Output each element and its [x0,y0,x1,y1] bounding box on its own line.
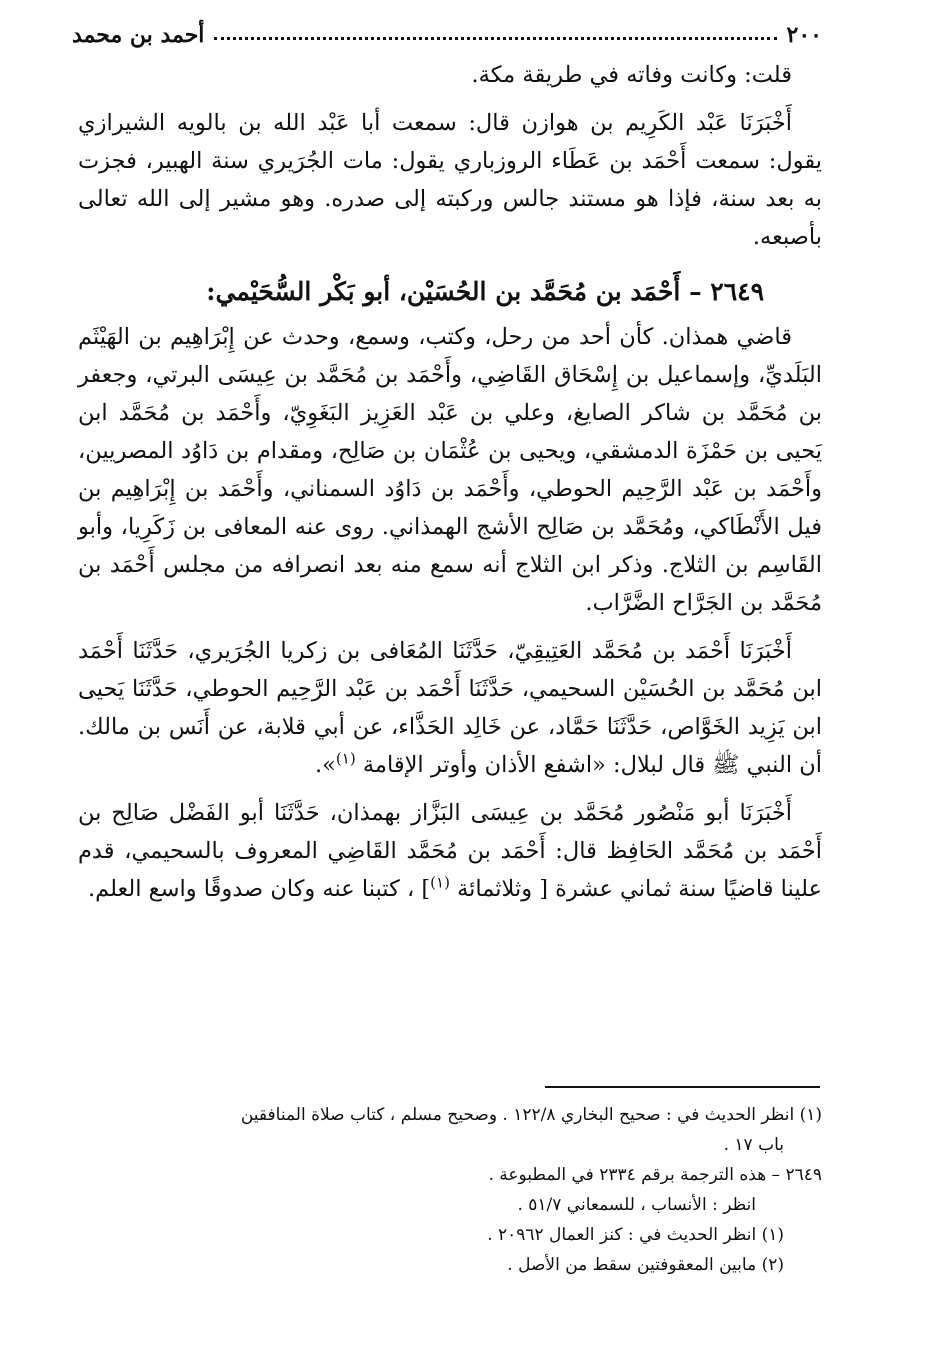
header-dot-leader [214,37,776,40]
footnotes [80,1100,822,1280]
running-title: أحمد بن محمد [72,22,205,48]
footnote-1-continuation: باب ١٧ . [723,1135,784,1155]
page-header [72,14,822,48]
footnote-entry-2649: ٢٦٤٩ – هذه الترجمة برقم ٢٣٣٤ في المطبوعة . [488,1165,822,1185]
paragraph-3: قاضي همذان. كأن أحد من رحل، وكتب، وسمع، وحدث عن إِبْرَاهِيم بن الهَيْثَم البَلَديِّ، وإسماعيل بن إِسْحَاق القَاضِي، وأَحْمَد بن مُحَمَّد بن عِيسَى البرتي، وجعفر بن مُحَمَّد بن شاكر الصايغ، وعلي بن عَبْد العَزِيز البَغَوِيّ، وأَحْمَد بن مُحَمَّد ابن يَحيى بن حَمْزَة الدمشقي، ويحيى بن عُثْمَان بن صَالِح، ومقدام بن دَاوُد المصريين، وأَحْمَد بن عَبْد الرَّحِيم الحوطي، وأَحْمَد بن دَاوُد السمناني، وأَحْمَد بن إِبْرَاهِيم بن فيل الأَنْطَاكي، ومُحَمَّد بن صَالِح الأشج الهمذاني. روى عنه المعافى بن زَكَرِيا، وأبو القَاسِم بن الثلاج. وذكر ابن الثلاج أنه سمع منه بعد انصرافه من مجلس أَحْمَد بن مُحَمَّد بن الجَرَّاح الضَّرَّاب. [78,324,822,616]
footnote-separator [545,1086,820,1088]
paragraph-1: قلت: وكانت وفاته في طريقة مكة. [471,62,792,88]
footnote-ref-1: (١) [335,749,356,768]
footnote-1: (١) انظر الحديث في : صحيح البخاري ١٢٢/٨ . وصحيح مسلم ، كتاب صلاة المنافقين [240,1105,822,1125]
entry-heading: ٢٦٤٩ – أَحْمَد بن مُحَمَّد بن الحُسَيْن، أبو بَكْر السُّحَيْمي: [206,277,764,306]
footnote-hadith-ref: (١) انظر الحديث في : كنز العمال ٢٠٩٦٢ . [487,1225,784,1245]
page-number: ٢٠٠ [786,22,822,48]
paragraph-5-text-b: ] ، كتبنا عنه وكان صدوقًا واسع العلم. [87,876,431,902]
footnote-ref-2: (١) [430,873,450,892]
paragraph-4 [78,632,822,784]
paragraph-4-text: أَخْبَرَنَا أَحْمَد بن مُحَمَّد العَتِيقِيّ، حَدَّثَنَا المُعَافى بن زكريا الجُرَيري، حَدَّثَنَا أَحْمَد ابن مُحَمَّد بن الحُسَيْن السحيمي، حَدَّثَنَا أَحْمَد بن عَبْد الرَّحِيم الحوطي، حَدَّثَنَا يَحيى ابن يَزِيد الخَوَّاص، حَدَّثَنَا حَمَّاد، عن خَالِد الحَذَّاء، عن أبي قلابة، عن أَنَس بن مالك. أن النبي ﷺ قال لبلال: «اشفع الأذان وأوتر الإقامة [78,638,822,778]
paragraph-2: أَخْبَرَنَا عَبْد الكَرِيم بن هوازن قال: سمعت أبا عَبْد الله بن بالويه الشيرازي يقول: سمعت أَحْمَد بن عَطَاء الروزباري يقول: مات الجُرَيري سنة الهبير، فجزت به بعد سنة، فإذا هو مستند جالس وركبته إلى صدره. وهو مشير إلى الله تعالى بأصبعه. [78,110,822,250]
paragraph-5 [78,794,822,908]
paragraph-4-close: ». [315,752,336,778]
footnote-brackets-note: (٢) مابين المعقوفتين سقط من الأصل . [507,1255,784,1275]
paragraph-5-text-a: أَخْبَرَنَا أبو مَنْصُور مُحَمَّد بن عِيسَى البَزَّاز بهمذان، حَدَّثَنَا أبو الفَضْل صَالِح بن أَحْمَد بن مُحَمَّد الحَافِظ قال: أَحْمَد بن مُحَمَّد القَاضِي المعروف بالسحيمي، قدم علينا قاضيًا سنة ثماني عشرة [ وثلاثمائة [78,800,822,902]
footnote-sources: انظر : الأنساب ، للسمعاني ٥١/٧ . [517,1195,756,1215]
main-text [78,56,822,908]
